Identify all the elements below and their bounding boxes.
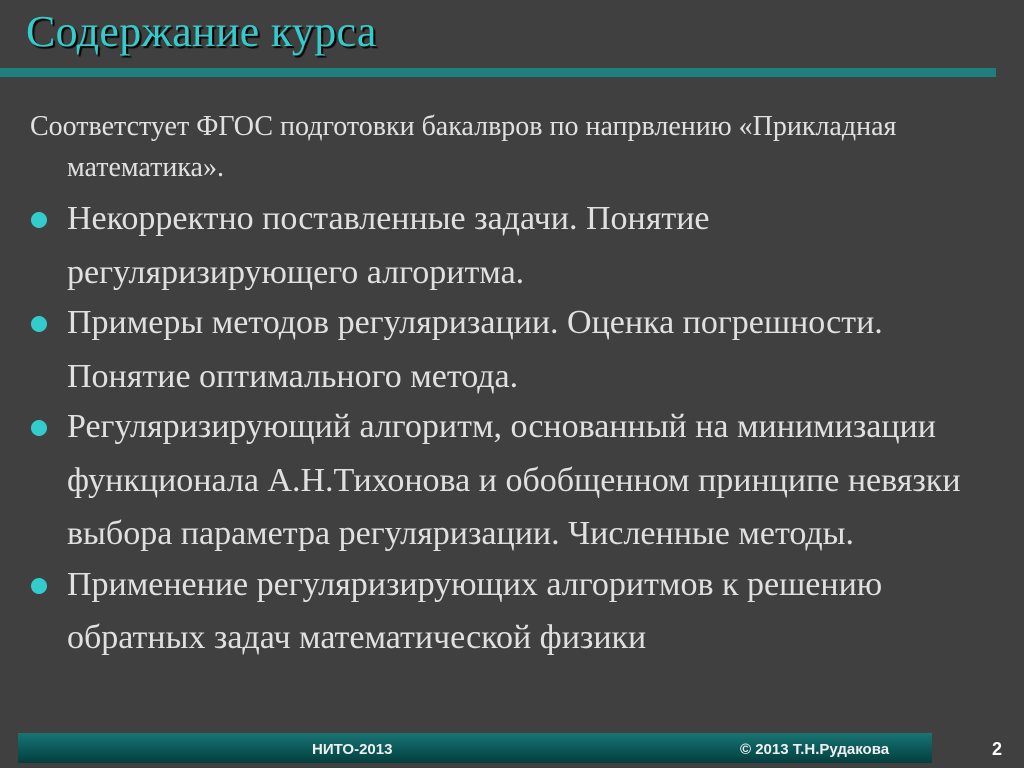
bullet-text: Примеры методов регуляризации. Оценка погрешности. Понятие оптимального метода.	[67, 304, 883, 395]
bullet-text: Некорректно поставленные задачи. Понятие регуляризирующего алгоритма.	[67, 200, 710, 291]
bullet-item	[30, 400, 990, 561]
slide-title: Содержание курса	[26, 7, 377, 56]
circle-bullet-icon	[31, 578, 47, 594]
bullet-list	[30, 192, 990, 665]
bullet-item	[30, 558, 990, 665]
circle-bullet-icon	[31, 212, 47, 228]
bullet-item	[30, 192, 990, 299]
intro-text: Соответстует ФГОС подготовки бакалвров по напрвлению «Прикладная математика».	[30, 111, 897, 183]
bullet-item	[30, 296, 990, 403]
title-underline	[0, 68, 996, 77]
footer-organization: НИТО-2013	[312, 741, 393, 758]
footer-copyright: © 2013 Т.Н.Рудакова	[740, 741, 890, 758]
page-number: 2	[992, 739, 1003, 759]
bullet-text: Применение регуляризирующих алгоритмов к решению обратных задач математической физики	[67, 565, 883, 656]
bullet-text: Регуляризирующий алгоритм, основанный на минимизации функционала А.Н.Тихонова и обобщенном принципе невязки выбора параметра регуляризации. Численные методы.	[67, 408, 961, 552]
circle-bullet-icon	[31, 420, 47, 436]
circle-bullet-icon	[31, 316, 47, 332]
